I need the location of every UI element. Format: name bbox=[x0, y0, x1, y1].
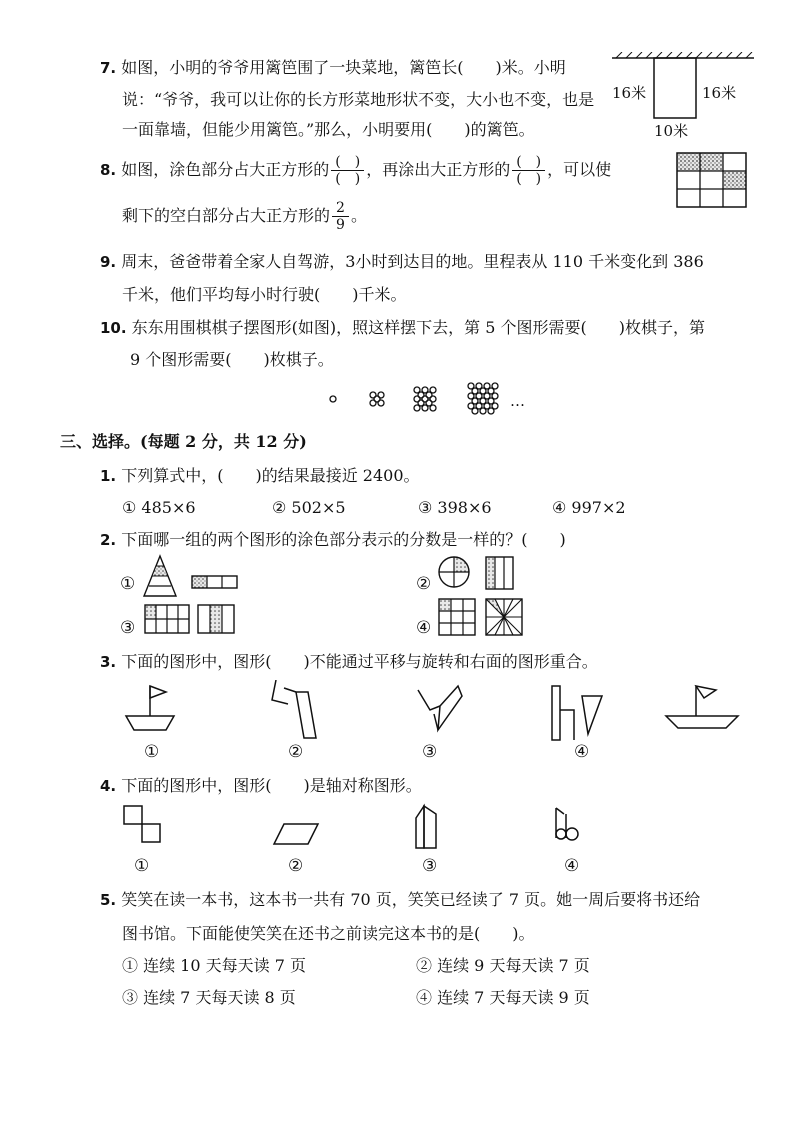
q8-line2 bbox=[122, 196, 367, 236]
c5-line1 bbox=[100, 890, 700, 910]
q7-number: 7. bbox=[100, 59, 117, 77]
c4-marker-4: ④ bbox=[564, 856, 580, 876]
c3-figures bbox=[118, 680, 758, 746]
q8-blank-denominator-1: ( ) bbox=[335, 171, 361, 187]
shape-3-double-spike bbox=[416, 806, 436, 848]
c3-line bbox=[100, 652, 598, 672]
c5-option-1: ① 连续 10 天每天读 7 页 bbox=[122, 956, 306, 975]
q10-line1 bbox=[100, 318, 705, 338]
c2-line bbox=[100, 530, 566, 550]
q8-blank-numerator-2: ( ) bbox=[512, 154, 545, 171]
c3-marker-3: ③ bbox=[422, 742, 438, 762]
c2-number: 2. bbox=[100, 531, 117, 549]
pattern-3 bbox=[414, 387, 436, 411]
q9-text-1: 周末，爸爸带着全家人自驾游，3小时到达目的地。里程表从 110 千米变化到 386 bbox=[121, 252, 704, 271]
q8-fraction-two-ninths bbox=[332, 200, 349, 233]
q7-label-left: 16米 bbox=[612, 84, 647, 102]
q7-label-right: 16米 bbox=[702, 84, 737, 102]
c4-line bbox=[100, 776, 422, 796]
q7-line1 bbox=[100, 58, 566, 78]
q9-line2: 千米，他们平均每小时行驶( )千米。 bbox=[122, 285, 407, 304]
c3-text: 下面的图形中，图形( )不能通过平移与旋转和右面的图形重合。 bbox=[121, 652, 598, 671]
c3-marker-4: ④ bbox=[574, 742, 590, 762]
grid-and-bars-pair bbox=[142, 602, 242, 638]
c3-number: 3. bbox=[100, 653, 117, 671]
shape-5-reference bbox=[666, 686, 738, 728]
pattern-1 bbox=[330, 396, 336, 402]
q8-fraction-denominator: 9 bbox=[336, 217, 345, 233]
c2-text: 下面哪一组的两个图形的涂色部分表示的分数是一样的？( ) bbox=[121, 530, 566, 549]
c2-marker-3: ③ bbox=[120, 618, 136, 638]
q10-number: 10. bbox=[100, 319, 127, 337]
shaded-grid bbox=[676, 152, 748, 210]
q8-text-1: 如图，涂色部分占大正方形的 bbox=[121, 160, 330, 179]
c5-line2: 图书馆。下面能使笑笑在还书之前读完这本书的是( )。 bbox=[122, 924, 535, 943]
sailboat-shapes bbox=[118, 680, 758, 742]
triangle-and-bar-pair bbox=[142, 554, 242, 600]
c2-figure-3 bbox=[142, 602, 242, 642]
shape-2-parallelogram bbox=[274, 824, 318, 844]
c2-marker-2: ② bbox=[416, 574, 432, 594]
c1-option-1: ① 485×6 bbox=[122, 498, 196, 517]
q10-ellipsis: … bbox=[510, 392, 525, 410]
c1-option-4: ④ 997×2 bbox=[552, 498, 626, 517]
c2-figure-4 bbox=[436, 596, 526, 642]
q8-blank-fraction-1 bbox=[331, 154, 364, 187]
c5-text-1: 笑笑在读一本书，这本书一共有 70 页，笑笑已经读了 7 页。她一周后要将书还给 bbox=[121, 890, 701, 909]
c4-marker-1: ① bbox=[134, 856, 150, 876]
q8-blank-fraction-2 bbox=[512, 154, 545, 187]
q10-text-1: 东东用围棋棋子摆图形(如图)，照这样摆下去，第 5 个图形需要( )枚棋子，第 bbox=[131, 318, 705, 337]
shape-3-rotated bbox=[418, 686, 462, 730]
shape-1-two-squares bbox=[124, 806, 160, 842]
q8-grid-figure bbox=[676, 152, 748, 214]
q8-text-4: 剩下的空白部分占大正方形的 bbox=[122, 206, 331, 225]
q8-blank-numerator-1: ( ) bbox=[331, 154, 364, 171]
shape-4-music-note bbox=[556, 808, 578, 840]
c2-figure-1 bbox=[142, 554, 242, 604]
c1-line bbox=[100, 466, 420, 486]
q10-line2: 9 个图形需要( )枚棋子。 bbox=[130, 350, 334, 369]
pattern-2 bbox=[370, 392, 384, 406]
c5-option-4: ④ 连续 7 天每天读 9 页 bbox=[416, 988, 590, 1007]
c3-marker-1: ① bbox=[144, 742, 160, 762]
c1-option-3: ③ 398×6 bbox=[418, 498, 492, 517]
q9-number: 9. bbox=[100, 253, 117, 271]
q8-text-5: 。 bbox=[350, 206, 367, 225]
pattern-4 bbox=[468, 383, 498, 414]
c4-marker-3: ③ bbox=[422, 856, 438, 876]
q8-blank-denominator-2: ( ) bbox=[516, 171, 542, 187]
q7-text-1: 如图，小明的爷爷用篱笆围了一块菜地，篱笆长( )米。小明 bbox=[121, 58, 566, 77]
q9-line1 bbox=[100, 252, 704, 272]
c1-number: 1. bbox=[100, 467, 117, 485]
q7-line3: 一面靠墙，但能少用篱笆。”那么，小明要用( )的篱笆。 bbox=[122, 120, 535, 139]
c4-marker-2: ② bbox=[288, 856, 304, 876]
shape-4-rotated bbox=[552, 686, 602, 740]
c2-marker-1: ① bbox=[120, 574, 136, 594]
c5-number: 5. bbox=[100, 891, 117, 909]
shape-1-sailboat bbox=[126, 686, 174, 730]
q8-text-3: ，可以使 bbox=[547, 160, 612, 179]
c4-number: 4. bbox=[100, 777, 117, 795]
section-3-heading: 三、选择。(每题 2 分，共 12 分) bbox=[60, 432, 307, 451]
q8-line1 bbox=[100, 150, 611, 190]
q8-number: 8. bbox=[100, 161, 117, 179]
c2-marker-4: ④ bbox=[416, 618, 432, 638]
c2-figure-2 bbox=[436, 554, 526, 598]
grid-and-star-pair bbox=[436, 596, 526, 638]
c5-option-3: ③ 连续 7 天每天读 8 页 bbox=[122, 988, 296, 1007]
symmetry-shapes bbox=[118, 800, 598, 854]
circle-and-bars-pair bbox=[436, 554, 526, 594]
shape-2-rotated bbox=[272, 680, 316, 738]
q7-label-bottom: 10米 bbox=[654, 122, 689, 140]
c1-text: 下列算式中，( )的结果最接近 2400。 bbox=[121, 466, 420, 485]
c4-text: 下面的图形中，图形( )是轴对称图形。 bbox=[121, 776, 422, 795]
c3-marker-2: ② bbox=[288, 742, 304, 762]
q7-line2: 说：“爷爷，我可以让你的长方形菜地形状不变，大小也不变，也是 bbox=[122, 90, 595, 109]
c5-option-2: ② 连续 9 天每天读 7 页 bbox=[416, 956, 590, 975]
q8-fraction-numerator: 2 bbox=[332, 200, 349, 217]
c1-option-2: ② 502×5 bbox=[272, 498, 346, 517]
c4-figures bbox=[118, 800, 598, 858]
q8-text-2: ，再涂出大正方形的 bbox=[366, 160, 511, 179]
